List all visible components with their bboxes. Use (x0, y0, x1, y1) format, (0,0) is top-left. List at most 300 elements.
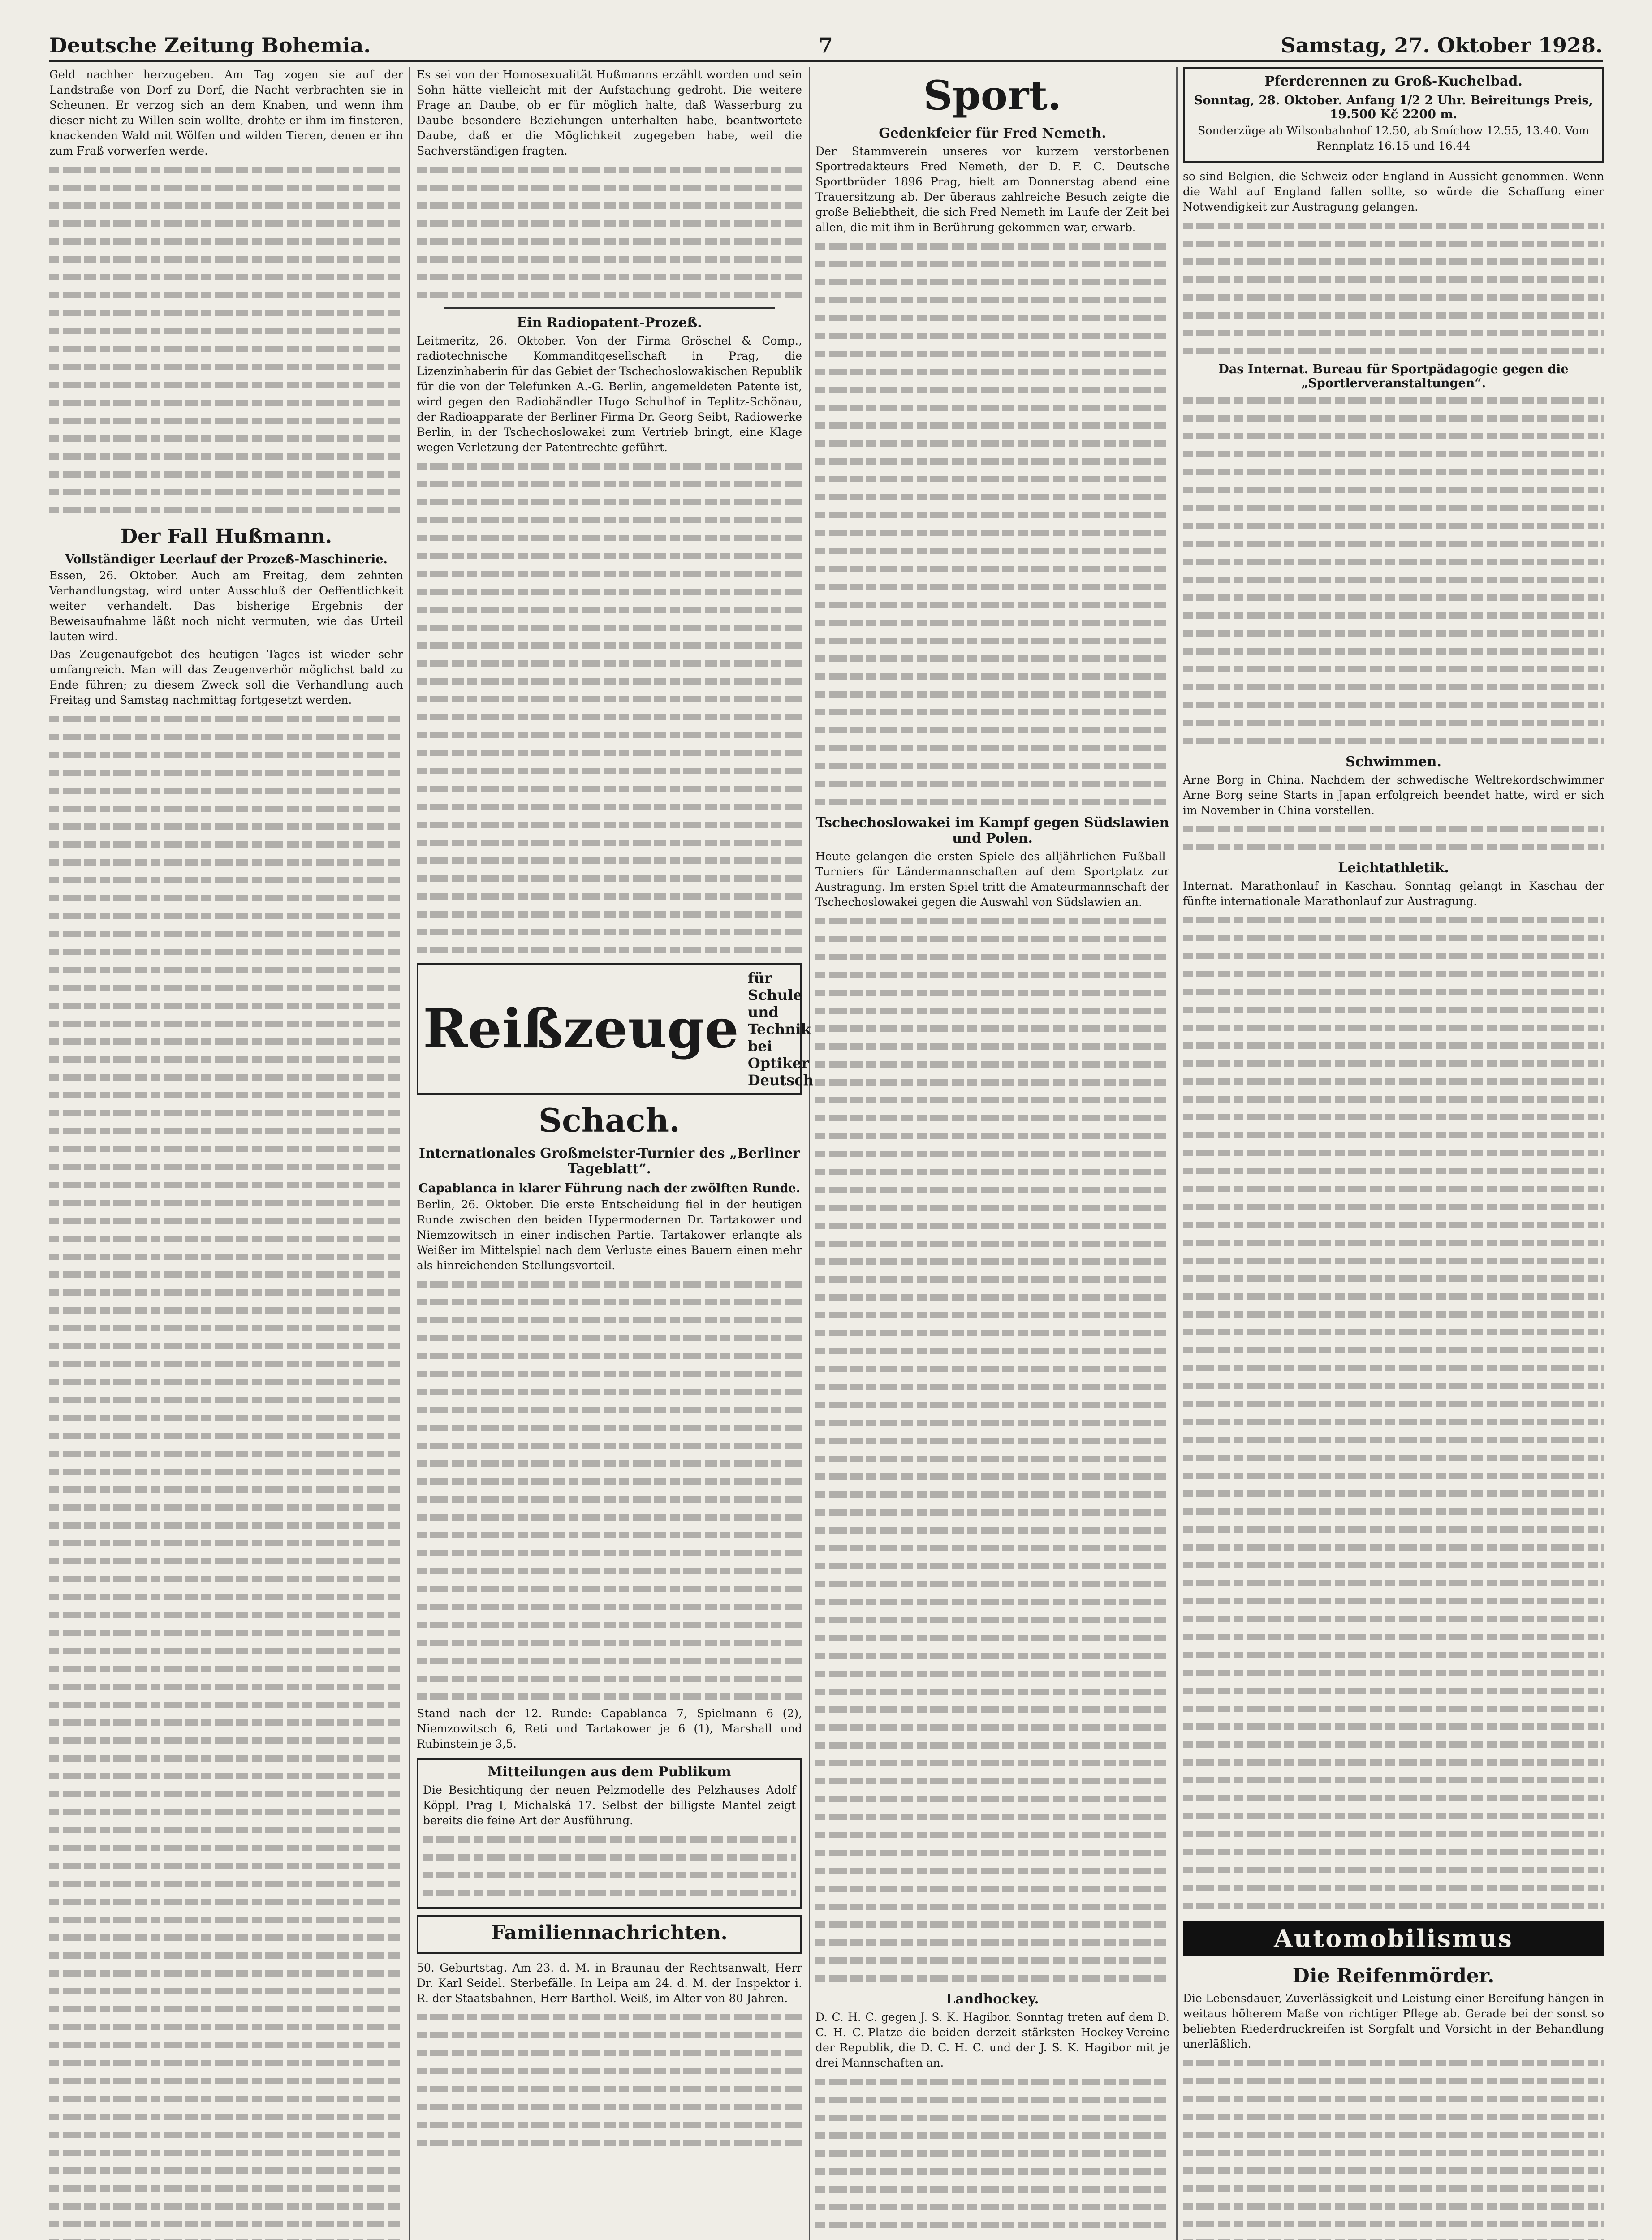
text-line (815, 435, 1169, 450)
text-line (1183, 1718, 1604, 1733)
text-line (417, 494, 802, 509)
text-line (815, 775, 1169, 791)
text-line (49, 2144, 403, 2159)
text-line (1183, 1001, 1604, 1017)
text-line (1183, 1019, 1604, 1034)
text-line (1183, 1127, 1604, 1142)
text-line (1183, 392, 1604, 407)
text-line (1183, 732, 1604, 748)
text-line (815, 1217, 1169, 1232)
text-line (815, 1844, 1169, 1860)
text-line (1183, 2162, 1604, 2177)
text-line (1183, 1413, 1604, 1429)
text-line (417, 924, 802, 939)
text-line (417, 215, 802, 230)
text-line (417, 1581, 802, 1596)
ad-headline: Pferderennen zu Groß-Kuchelbad. (1264, 73, 1523, 89)
text-line (815, 1110, 1169, 1125)
text-line (49, 2198, 403, 2213)
text-line (49, 1105, 403, 1120)
text-line (49, 961, 403, 977)
text-line (815, 1378, 1169, 1394)
text-line (417, 1598, 802, 1614)
text-line (1183, 643, 1604, 658)
text-line (49, 2108, 403, 2124)
text-line (815, 1504, 1169, 1519)
text-line (417, 780, 802, 796)
text-line (1183, 1037, 1604, 1052)
text-line (49, 1750, 403, 1765)
text-line (417, 1419, 802, 1434)
text-line (1183, 1324, 1604, 1339)
text-line (1183, 289, 1604, 304)
text-line (815, 238, 1169, 253)
text-line (417, 179, 802, 194)
text-line (815, 1809, 1169, 1824)
text-line (49, 1320, 403, 1335)
article-text: Geld nachher herzugeben. Am Tag zogen sie auf der Landstraße von Dorf zu Dorf, die Nacht verbrachten sie in Scheunen. Er verzog sich an dem Knaben, und wenn ihm dieser nicht zu Willen sein wollte, drohte er ihm im finsteren, knackenden Wald mit Wölfen und wilden Tieren, denen er ihn zum Fraß vorwerfen werde. (49, 68, 403, 157)
text-line (1183, 1234, 1604, 1249)
text-line (49, 1176, 403, 1192)
text-line (417, 1527, 802, 1542)
text-line (815, 596, 1169, 612)
text-line (417, 251, 802, 266)
text-line (815, 2127, 1169, 2142)
text-line (49, 1804, 403, 1819)
text-line (1183, 948, 1604, 963)
text-line (1183, 1521, 1604, 1536)
text-line (815, 913, 1169, 928)
issue-date: Samstag, 27. Oktober 1928. (1281, 33, 1603, 57)
text-line (1183, 1073, 1604, 1088)
text-line (815, 2145, 1169, 2160)
section-title: Leichtathletik. (1338, 860, 1449, 876)
column-divider (1176, 67, 1178, 2240)
text-line (1183, 1503, 1604, 1518)
text-line (1183, 607, 1604, 622)
text-line (815, 1146, 1169, 1161)
text-line (49, 269, 403, 284)
text-line (1183, 1055, 1604, 1070)
text-line (417, 906, 802, 921)
text-line (49, 1445, 403, 1460)
text-line (815, 1701, 1169, 1716)
article-title: Die Reifenmörder. (1292, 1964, 1495, 1987)
text-line (815, 417, 1169, 432)
text-line (1183, 446, 1604, 461)
text-line (417, 942, 802, 957)
text-line (49, 854, 403, 869)
text-line (417, 583, 802, 599)
article-text: 50. Geburtstag. Am 23. d. M. in Braunau der Rechtsanwalt, Herr Dr. Karl Seidel. Sterbefälle. In Leipa am 24. d. M. der Inspektor i. R. der Staatsbahnen, Herr Barthol. Weiß, im Alter von 80 Jahren. (417, 1961, 802, 2005)
text-line (49, 305, 403, 320)
text-line (1183, 2126, 1604, 2141)
text-line (417, 1545, 802, 1560)
section-title: Schwimmen. (1346, 754, 1441, 770)
text-line (417, 1688, 802, 1703)
text-line (49, 1051, 403, 1066)
text-line (815, 1253, 1169, 1268)
text-line (815, 1325, 1169, 1340)
text-line (417, 1330, 802, 1345)
text-line (1183, 1664, 1604, 1680)
text-line (1183, 625, 1604, 640)
text-line (49, 2001, 403, 2016)
text-line (815, 1056, 1169, 1071)
text-line (49, 1338, 403, 1353)
text-line (815, 686, 1169, 701)
article-text: Das Zeugenaufgebot des heutigen Tages ist wieder sehr umfangreich. Man will das Zeugenverhör möglichst bald zu Ende führen; zu diesem Zweck soll die Verhandlung auch Freitag und Samstag nachmittag fortgesetzt werden. (49, 648, 403, 706)
text-line (49, 179, 403, 194)
text-line (49, 1194, 403, 1210)
text-line (815, 1773, 1169, 1788)
text-line (417, 745, 802, 760)
text-line (815, 363, 1169, 379)
ad-text: für Schule und Technik (747, 969, 811, 1038)
column-2 (417, 67, 814, 2240)
text-line (815, 1970, 1169, 1985)
text-line (49, 2055, 403, 2070)
text-line (1183, 482, 1604, 497)
text-line (1183, 1646, 1604, 1662)
column-divider (409, 67, 410, 2240)
text-line (417, 852, 802, 867)
text-line (1183, 661, 1604, 676)
text-line (49, 2180, 403, 2195)
text-line (815, 1020, 1169, 1035)
text-line (815, 1343, 1169, 1358)
text-line (1183, 1700, 1604, 1715)
text-line (815, 525, 1169, 540)
text-line (49, 997, 403, 1012)
text-line (1183, 2144, 1604, 2159)
text-line (1183, 2216, 1604, 2231)
text-line (1183, 1109, 1604, 1124)
text-line (417, 1652, 802, 1667)
text-line (417, 269, 802, 284)
text-line (417, 1634, 802, 1650)
text-line (815, 1486, 1169, 1501)
text-line (49, 1678, 403, 1693)
page-header (49, 26, 1603, 62)
text-line (815, 381, 1169, 396)
text-line (49, 358, 403, 374)
text-line (417, 709, 802, 724)
text-line (49, 215, 403, 230)
text-line (1183, 410, 1604, 425)
text-line (1183, 1754, 1604, 1769)
article-subtitle: Capablanca in klarer Führung nach der zwölften Runde. (418, 1181, 801, 1195)
text-line (815, 984, 1169, 999)
text-line (815, 1092, 1169, 1107)
text-line (417, 798, 802, 814)
text-line (815, 650, 1169, 665)
text-line (815, 1450, 1169, 1465)
text-line (49, 2162, 403, 2177)
text-line (49, 728, 403, 744)
text-line (49, 1302, 403, 1317)
ad-headline: Reißzeuge (423, 997, 739, 1060)
text-line (1183, 1252, 1604, 1267)
text-line (1183, 2090, 1604, 2106)
text-line (417, 2045, 802, 2060)
text-line (49, 1553, 403, 1568)
text-line (417, 161, 802, 177)
text-line (1183, 464, 1604, 479)
text-line (49, 412, 403, 427)
text-line (49, 1033, 403, 1048)
text-line (49, 943, 403, 959)
text-line (815, 560, 1169, 576)
text-line (815, 1074, 1169, 1089)
text-line (417, 1401, 802, 1417)
text-line (49, 1893, 403, 1908)
text-line (417, 834, 802, 849)
text-line (49, 2216, 403, 2231)
article-text: Berlin, 26. Oktober. Die erste Entscheidung fiel in der heutigen Runde zwischen den beiden Hypermodernen Dr. Tartakower und Niemzowitsch in einer indischen Partie. Tartakower erlangte als Weißer im Mittelspiel nach dem Verluste eines Bauern einen mehr als hinreichenden Stellungsvorteil. (417, 1198, 802, 1272)
text-line (1183, 839, 1604, 854)
text-line (49, 197, 403, 212)
text-line (1183, 1826, 1604, 1841)
text-line (815, 1683, 1169, 1698)
text-line (1183, 1360, 1604, 1375)
text-line (417, 1616, 802, 1632)
text-line (49, 430, 403, 445)
text-line (49, 251, 403, 266)
article-text: Arne Borg in China. Nachdem der schwedische Weltrekordschwimmer Arne Borg seine Starts in Japan erfolgreich beendet hatte, wird er sich im November in China vorstellen. (1183, 773, 1604, 817)
text-line (815, 1396, 1169, 1412)
text-line (417, 1491, 802, 1506)
article-title: Internationales Großmeister-Turnier des „Berliner Tageblatt“. (419, 1146, 800, 1177)
column-divider (809, 67, 810, 2240)
text-line (1183, 1808, 1604, 1823)
text-line (417, 1348, 802, 1363)
text-line (1183, 697, 1604, 712)
article-text: D. C. H. C. gegen J. S. K. Hagibor. Sonntag treten auf dem D. C. H. C.-Platze die beiden derzeit stärksten Hockey-Vereine der Republik, die D. C. H. C. und der J. S. K. Hagibor mit je drei Mannschaften an. (815, 2011, 1169, 2069)
text-line (1183, 1611, 1604, 1626)
text-line (1183, 307, 1604, 322)
text-line (417, 601, 802, 616)
text-line (49, 1857, 403, 1873)
text-line (417, 1473, 802, 1488)
text-line (49, 1929, 403, 1944)
text-line (49, 908, 403, 923)
text-line (49, 340, 403, 356)
text-line (1183, 1772, 1604, 1787)
text-line (1183, 1396, 1604, 1411)
article-text: Es sei von der Homosexualität Hußmanns erzählt worden und sein Sohn hätte vielleicht mit der Aufstachung gedroht. Die weitere Frage an Daube, ob er für möglich halte, daß Wasserburg zu Daube besondere Beziehungen unterhalten habe, beantwortete Daube, daß er die Möglichkeit zugegeben habe, weil die Sachverständigen fragten. (417, 68, 802, 157)
text-line (1183, 1342, 1604, 1357)
text-line (1183, 2072, 1604, 2088)
text-line (815, 1737, 1169, 1752)
text-line (417, 727, 802, 742)
text-line (815, 578, 1169, 594)
text-line (49, 1087, 403, 1102)
text-line (417, 2027, 802, 2042)
text-line (49, 2126, 403, 2141)
text-line (49, 1356, 403, 1371)
text-line (815, 948, 1169, 964)
text-line (815, 722, 1169, 737)
text-line (815, 327, 1169, 343)
text-line (815, 2235, 1169, 2240)
article-text: Internat. Marathonlauf in Kaschau. Sonntag gelangt in Kaschau der fünfte internationale Marathonlauf zur Austragung. (1183, 879, 1604, 908)
text-line (815, 2217, 1169, 2232)
text-line (815, 1163, 1169, 1179)
text-line (1183, 1593, 1604, 1608)
text-line (1183, 428, 1604, 443)
text-line (417, 476, 802, 491)
text-line (49, 484, 403, 499)
text-line (1183, 1180, 1604, 1196)
text-line (49, 1499, 403, 1514)
text-line (417, 888, 802, 903)
text-line (815, 1719, 1169, 1734)
text-line (49, 1391, 403, 1407)
article-text: Essen, 26. Oktober. Auch am Freitag, dem zehnten Verhandlungstag, wird unter Ausschluß der Oeffentlichkeit weiter verhandelt. Das bisherige Ergebnis der Beweisaufnahme läßt noch nicht vermuten, wie das Urteil lauten wird. (49, 569, 403, 643)
text-line (815, 292, 1169, 307)
text-line (1183, 1163, 1604, 1178)
text-line (49, 1571, 403, 1586)
text-line (815, 1307, 1169, 1322)
text-line (815, 1128, 1169, 1143)
text-line (1183, 1844, 1604, 1859)
text-line (417, 1455, 802, 1470)
text-line (417, 458, 802, 473)
text-line (1183, 2055, 1604, 2070)
text-line (49, 1839, 403, 1855)
text-line (815, 471, 1169, 486)
text-line (1183, 1539, 1604, 1554)
text-line (815, 489, 1169, 504)
text-line (815, 1540, 1169, 1555)
text-line (49, 1786, 403, 1801)
text-line (815, 1755, 1169, 1770)
text-line (417, 1294, 802, 1309)
article-title: Der Fall Hußmann. (120, 525, 332, 548)
ad-text: Sonderzüge ab Wilsonbahnhof 12.50, ab Smíchow 12.55, 13.40. Vom Rennplatz 16.15 und 16.44 (1198, 124, 1589, 152)
ad-text: bei Optiker Deutsch (747, 1038, 814, 1089)
text-line (815, 2091, 1169, 2106)
text-line (815, 1629, 1169, 1645)
text-line (1183, 1897, 1604, 1913)
advertisement (417, 963, 814, 1095)
text-line (815, 310, 1169, 325)
text-line (1183, 715, 1604, 730)
text-line (49, 1965, 403, 1980)
text-line (49, 287, 403, 302)
text-line (815, 1038, 1169, 1053)
text-line (1183, 500, 1604, 515)
article-text: Stand nach der 12. Runde: Capablanca 7, Spielmann 6 (2), Niemzowitsch 6, Reti und Tartakower je 6 (1), Marshall und Rubinstein je 3,5. (417, 1707, 802, 1750)
text-line (815, 1862, 1169, 1878)
text-line (815, 1289, 1169, 1304)
text-line (1183, 1628, 1604, 1644)
text-line (1183, 1198, 1604, 1214)
text-line (49, 2072, 403, 2088)
article-title: Das Internat. Bureau für Sportpädagogie gegen die „Sportlerveranstaltungen“. (1218, 362, 1569, 390)
text-line (423, 1885, 796, 1900)
text-line (1183, 2180, 1604, 2195)
text-line (49, 1230, 403, 1245)
text-line (49, 1123, 403, 1138)
text-line (49, 466, 403, 481)
text-line (417, 2063, 802, 2078)
text-line (49, 1427, 403, 1443)
text-line (1183, 217, 1604, 233)
text-line (1183, 553, 1604, 569)
text-line (815, 1611, 1169, 1627)
text-line (1183, 1736, 1604, 1751)
text-line (815, 966, 1169, 982)
text-line (815, 1594, 1169, 1609)
text-line (417, 530, 802, 545)
text-line (1183, 1575, 1604, 1590)
text-line (49, 1517, 403, 1532)
text-line (49, 1374, 403, 1389)
text-line (417, 1670, 802, 1685)
text-line (1183, 1790, 1604, 1805)
text-line (417, 637, 802, 652)
text-line (49, 1535, 403, 1550)
text-line (49, 2090, 403, 2106)
section-title: Schach. (538, 1101, 681, 1139)
text-line (1183, 821, 1604, 836)
text-line (49, 800, 403, 815)
text-line (49, 926, 403, 941)
text-line (49, 502, 403, 517)
text-line (1183, 2108, 1604, 2124)
text-line (815, 1235, 1169, 1250)
text-line (1183, 983, 1604, 999)
text-line (49, 711, 403, 726)
text-line (49, 2234, 403, 2240)
text-line (1183, 2198, 1604, 2213)
text-line (1183, 1145, 1604, 1160)
text-line (815, 1181, 1169, 1197)
text-line (1183, 1270, 1604, 1285)
text-line (1183, 1378, 1604, 1393)
text-line (417, 547, 802, 563)
text-line (1183, 1467, 1604, 1482)
section-banner: Automobilismus (1183, 1921, 1604, 1956)
text-line (1183, 1091, 1604, 1106)
text-line (815, 2181, 1169, 2196)
text-line (815, 704, 1169, 719)
text-line (49, 1141, 403, 1156)
text-line (1183, 253, 1604, 268)
family-news-box (417, 1915, 802, 1954)
text-line (815, 1791, 1169, 1806)
section-title: Mitteilungen aus dem Publikum (487, 1764, 731, 1780)
text-line (49, 1266, 403, 1281)
page-number: 7 (818, 33, 833, 57)
text-line (1183, 517, 1604, 533)
race-advertisement (1183, 67, 1604, 163)
text-line (815, 1576, 1169, 1591)
text-line (1183, 1682, 1604, 1697)
article-text: Der Stammverein unseres vor kurzem verstorbenen Sportredakteurs Fred Nemeth, der D. F. C. Deutsche Sportbrüder 1896 Prag, hielt am Donnerstag abend eine Trauersitzung ab. Der überaus zahlreiche Besuch zeigte die große Beliebtheit, die sich Fred Nemeth im Laufe der Zeit bei allen, die mit ihm in Berührung gekommen war, erwarb. (815, 145, 1169, 234)
text-line (49, 323, 403, 338)
text-line (815, 1647, 1169, 1663)
article-text: Leitmeritz, 26. Oktober. Von der Firma Gröschel & Comp., radiotechnische Kommanditgesellschaft in Prag, die Lizenzinhaberin für das Gebiet der Tschechoslowakischen Republik für die von der Telefunken A.-G. Berlin, angemeldeten Patente ist, wird gegen den Radiohändler Hugo Schulhof in Teplitz-Schönau, der Radioapparate der Berliner Firma Dr. Georg Seibt, Radiowerke Berlin, in der Tschechoslowakei zum Vertrieb bringt, eine Klage wegen Verletzung der Patentrechte geführt. (417, 334, 802, 454)
text-line (49, 782, 403, 797)
text-line (417, 870, 802, 885)
text-line (417, 816, 802, 831)
text-line (417, 673, 802, 688)
text-line (417, 2081, 802, 2096)
text-line (1183, 1879, 1604, 1895)
